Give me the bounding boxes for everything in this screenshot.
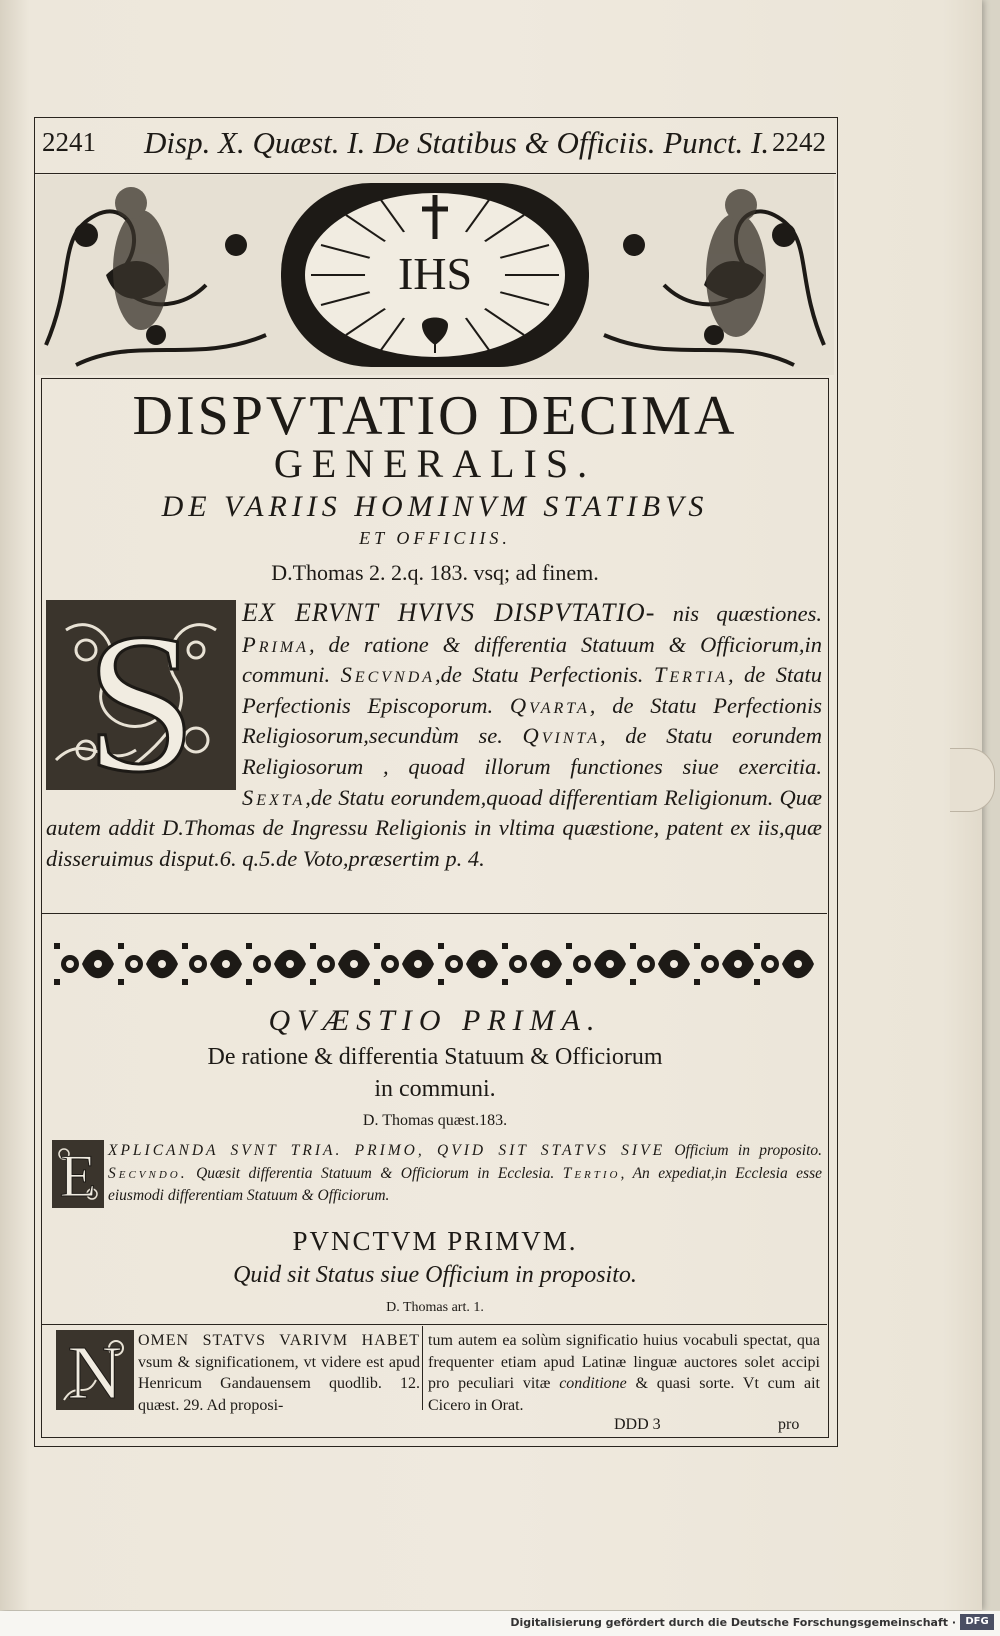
punctum-title: Quid sit Status siue Officium in proposito. (233, 1262, 637, 1288)
keyword-quarta: Qvarta (509, 692, 590, 718)
explicanda-text: , An expediat,in Ecclesia esse eiusmodi differentiam Statuum & Officiorum. (108, 1164, 823, 1204)
keyword-tertia: Tertia (653, 662, 728, 688)
initial-letter-e: E (59, 1143, 97, 1208)
question-title-line2: in communi. (374, 1076, 496, 1102)
keyword-prima: Prima (242, 631, 309, 657)
disputation-title: DISPVTATIO DECIMA (132, 385, 738, 447)
explicanda-first-line: XPLICANDA SVNT TRIA. PRIMO, QVID SIT STATVS SIVE (108, 1142, 666, 1159)
catchword: pro (778, 1416, 800, 1433)
explicanda-paragraph (52, 1140, 822, 1208)
keyword-secundo: Secvndo. (108, 1164, 188, 1182)
section-divider (41, 913, 827, 914)
decorated-initial-s (46, 600, 236, 790)
decorated-initial-e (52, 1140, 104, 1208)
decorated-initial-n (56, 1330, 134, 1410)
question-title: De ratione & differentia Statuum & Officiorum (207, 1044, 663, 1070)
disputation-subtitle-line2: ET OFFICIIS. (359, 528, 511, 548)
keyword-secunda: Secvnda (340, 662, 436, 688)
disputation-title-line2: GENERALIS. (273, 441, 597, 486)
signature-mark: DDD 3 (614, 1416, 661, 1433)
punctum-reference: D. Thomas art. 1. (386, 1300, 484, 1315)
page-number-left: 2241 (42, 127, 96, 157)
keyword-tertio: Tertio (562, 1164, 621, 1182)
column-rule (422, 1326, 423, 1410)
running-header (34, 117, 836, 174)
ihs-ornament-headpiece (36, 175, 834, 375)
disputation-subtitle: DE VARIIS HOMINVM STATIBVS (161, 490, 709, 523)
funding-credit: Digitalisierung gefördert durch die Deutsche Forschungsgemeinschaft · (510, 1616, 956, 1629)
ornamental-band (50, 935, 820, 993)
initial-letter-s: S (85, 600, 197, 790)
right-column-text (428, 1330, 820, 1416)
ihs-monogram: IHS (397, 248, 473, 299)
keyword-sexta: Sexta (242, 784, 306, 810)
intro-text: , de Statu Perfectionis Episcoporum. (242, 662, 822, 718)
column-divider-top (41, 1324, 827, 1325)
intro-text: nis quæstiones. (672, 601, 822, 626)
intro-text: , de Statu eorundem Religiosorum , quoad illorum functiones siue exercitia. (242, 723, 823, 779)
question-heading: QVÆSTIO PRIMA. (268, 1004, 602, 1037)
left-column-body: vsum & significationem, vt videre est apud Henricum Gandauensem quodlib. 12. quæst. 29. Ad proposi- (138, 1353, 420, 1414)
right-column-italic: conditione (559, 1375, 627, 1392)
disputation-reference: D.Thomas 2. 2.q. 183. vsq; ad finem. (271, 560, 599, 585)
intro-text: ,de Statu eorundem,quoad differentiam Religionum. Quæ autem addit D.Thomas de Ingressu Religionis in vltima quæstione, patent ex iis,quæ disseruimus disput.6. q.5.de Voto,præsertim p. 4. (46, 784, 822, 871)
running-title: Disp. X. Quæst. I. De Statibus & Officiis. Punct. I. (144, 125, 770, 160)
explicanda-text: Quæsit differentia Statuum & Officiorum in Ecclesia. (187, 1164, 563, 1182)
keyword-quinta: Qvinta (522, 723, 601, 749)
question-reference: D. Thomas quæst.183. (362, 1112, 508, 1129)
left-column-first-line: OMEN STATVS VARIVM HABET (138, 1332, 420, 1349)
page-tab-marker (950, 748, 995, 812)
right-column-body: tum autem ea solùm significatio huius vocabuli spectat, qua frequenter etiam apud Latinæ linguæ auctores solet accipi pro peculiari vitæ (428, 1332, 820, 1392)
intro-text: , de Statu Perfectionis Religiosorum,secundùm se. (242, 692, 822, 749)
intro-text: ,de Statu Perfectionis. (435, 662, 654, 688)
page-number-right: 2242 (772, 127, 826, 157)
right-column-body: & quasi sorte. Vt cum ait Cicero in Orat. (428, 1375, 820, 1414)
dfg-logo: DFG (960, 1614, 994, 1630)
intro-first-line: EX ERVNT HVIVS DISPVTATIO- (242, 598, 656, 627)
initial-letter-n: N (67, 1331, 123, 1410)
punctum-heading: PVNCTVM PRIMVM. (292, 1226, 578, 1256)
intro-text: , de ratione & differentia Statuum & Officiorum,in communi. (242, 631, 822, 688)
explicanda-text: Officium in proposito. (674, 1142, 823, 1159)
